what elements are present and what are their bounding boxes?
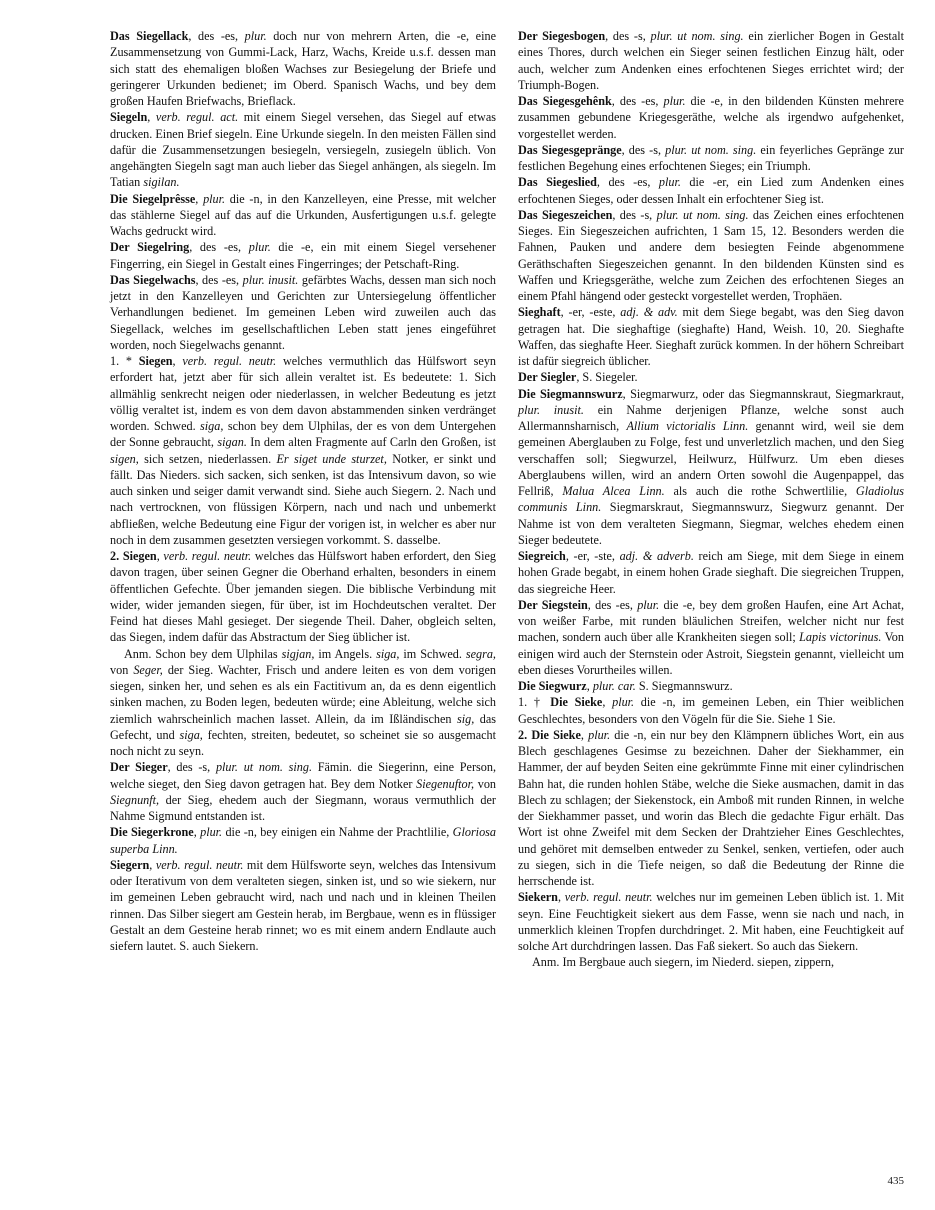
italic-term: siga, xyxy=(179,727,203,742)
entry-text: welches vermuthlich das Hülfswort seyn erfordert hat, jetzt aber für sich allein veraltet ist. Es bedeutete: 1. Sich allmählig senkrecht neigen oder niederlassen, in welcher Bedeutung es jetzt völlig veraltet ist, indem es von dem davon abstammenden sinken verdränget worden. Schwed. xyxy=(110,354,497,433)
entry-text: Siegmarskraut, Siegmannswurz, Siegwurz genannt. Der Nahme ist von dem veralteten Siegmann, Siegmar, welches ehedem einen Sieger bedeutete. xyxy=(518,500,904,547)
entry-headword: Die Siegmannswurz xyxy=(518,386,623,401)
entry-text: von xyxy=(474,776,497,791)
italic-term: plur. ut nom. sing. xyxy=(215,760,313,775)
italic-term: Siegnunft, xyxy=(110,792,160,807)
entry-headword: Der Sieger xyxy=(110,760,168,775)
dictionary-entry xyxy=(518,889,904,954)
italic-term: verb. regul. neutr. xyxy=(163,549,252,563)
italic-term: verb. regul. neutr. xyxy=(155,857,244,872)
italic-term: plur. car. xyxy=(592,679,636,693)
entry-text: , des -es, xyxy=(195,272,243,287)
entry-text: die -n, in den Kanzelleyen, eine Presse, mit welcher das stählerne Siegel auf das auf die Urkunden, Ausfertigungen u.s.f. gelegte Wachs gedruckt wird. xyxy=(110,191,497,238)
entry-headword: Siegen xyxy=(138,354,173,368)
entry-text: als auch die rothe Schwertlilie, xyxy=(664,484,856,498)
entry-text: 1. † xyxy=(518,695,551,710)
entry-headword: Die Siegelprêsse xyxy=(110,191,196,206)
entry-text: im Angels. xyxy=(314,646,377,661)
italic-term: plur. xyxy=(663,94,686,108)
dictionary-entry xyxy=(110,353,496,548)
entry-text: , des -s, xyxy=(605,29,651,43)
right-column xyxy=(518,28,904,971)
italic-term: Er siget unde sturzet, xyxy=(276,451,387,466)
entry-text: schon bey dem Ulphilas, der es von dem Untergehen der Sonne gebraucht, xyxy=(110,419,497,450)
dictionary-entry xyxy=(110,28,496,109)
italic-term: plur. ut nom. sing. xyxy=(650,29,744,43)
dictionary-entry xyxy=(518,954,904,970)
entry-text: 1. * xyxy=(110,354,139,368)
italic-term: sigjan, xyxy=(281,646,315,661)
entry-text: mit einem Siegel versehen, das Siegel auf etwas drucken. Einen Brief siegeln. Eine Urkunde siegeln. In den meisten Fällen sind dafür die Zusammensetzungen besiegeln, versiegeln, zusiegeln üblich. Von angehängten Siegeln sagt man auch lieber das Siegel anhängen, als siegeln. Im Tatian xyxy=(110,110,496,190)
italic-term: plur. ut nom. sing. xyxy=(656,207,749,222)
entry-text: genannt wird, weil sie dem gemeinen Aberglauben zu Folge, fest und unverletzlich machen, und den Sieg verschaffen soll; Siegwurzel, Heilwurz, Hülfwurz. Um eben dieses Aberglaubens willen, wird an andern Orten sowohl die Augenpappel, das Fellriß, xyxy=(518,419,904,498)
entry-text: die -n, im gemeinen Leben, ein Thier weiblichen Geschlechtes, besonders von den Vögeln für die Sie. Siehe 1 Sie. xyxy=(518,695,905,726)
italic-term: plur. xyxy=(244,29,267,43)
italic-term: verb. regul. neutr. xyxy=(564,890,653,905)
entry-text: Notker, er sinkt und fällt. Das Nieders. sich sacken, sich senken, ist das Intensivum davon, so wie auch sinken und seiger damit verwandt sind. Siehe auch Siegern. 2. Nach und nach vertrocknen, von flüssigen Körpern, nach und nach und unbemerkt abfließen, welche Bedeutung eine Figur der vorigen ist, in welcher es aber nur noch in dem zusammen gesetzten versiegen vorkommt. S. dasselbe. xyxy=(110,451,496,547)
entry-text: , xyxy=(172,354,183,368)
entry-headword: Siegeln xyxy=(110,110,148,125)
entry-text: , xyxy=(557,890,565,905)
dictionary-entry xyxy=(518,304,904,369)
dictionary-entry xyxy=(518,28,904,93)
entry-headword: Siegreich xyxy=(518,549,566,563)
entry-text: , xyxy=(156,549,164,563)
entry-text: Anm. Schon bey dem Ulphilas xyxy=(124,646,282,661)
entry-text: ein Nahme derjenigen Pflanze, welche sonst auch Allermannsharnisch, xyxy=(518,402,904,433)
italic-term: segra, xyxy=(465,646,496,661)
entry-headword: Der Siegstein xyxy=(518,597,588,612)
italic-term: Allium victorialis Linn. xyxy=(626,419,749,433)
entry-text: die -er, ein Lied zum Andenken eines erfochtenen Sieges, oder dessen Inhalt ein erfochtener Sieg ist. xyxy=(518,175,904,206)
entry-text: , des -s, xyxy=(621,142,666,157)
entry-text: Anm. Im Bergbaue auch siegern, im Niederd. siepen, zippern, xyxy=(532,955,834,970)
entry-headword: Das Siegesgehênk xyxy=(518,94,612,108)
entry-text: , S. Siegeler. xyxy=(576,370,638,385)
dictionary-entry xyxy=(110,857,496,955)
entry-text: , des -es, xyxy=(189,240,249,255)
italic-term: plur. inusit. xyxy=(242,272,299,287)
entry-text: , Siegmarwurz, oder das Siegmannskraut, Siegmarkraut, xyxy=(622,386,904,401)
italic-term: Malua Alcea Linn. xyxy=(562,484,665,498)
entry-text: welches nur im gemeinen Leben üblich ist. 1. Mit seyn. Eine Feuchtigkeit siekert aus dem Fasse, wenn sie nach und nach, in unmerklich kleinen Tropfen durchdringet. 2. Mit haben, eine Feuchtigkeit auf solche Art durchdringen lassen. Das Faß siekert. So auch das Siekern. xyxy=(518,890,904,953)
italic-term: plur. inusit. xyxy=(518,402,584,417)
italic-term: Gloriosa superba Linn. xyxy=(110,825,496,856)
entry-text: , xyxy=(580,727,589,742)
entry-text: , xyxy=(602,695,613,710)
entry-headword: Siekern xyxy=(518,890,558,905)
italic-term: plur. xyxy=(658,175,681,190)
entry-text: , des -es, xyxy=(611,94,664,108)
italic-term: adj. & adverb. xyxy=(619,549,694,563)
entry-headword: Die Sieke xyxy=(550,695,603,710)
italic-term: Gladiolus communis Linn. xyxy=(518,484,904,515)
entry-text: mit dem Siege begabt, was den Sieg davon getragen hat. Die sieghaftige (sieghafte) Hand, Weish. 10, 20. Sieghafte Waffen, das sieghafte Heer. Sieghaft zurück kommen. In der höhern Schreibart ist dafür siegreich üblicher. xyxy=(518,305,904,368)
entry-headword: Das Siegeszeichen xyxy=(518,207,613,222)
italic-term: Lapis victorinus. xyxy=(799,630,882,645)
italic-term: sigen, xyxy=(110,451,139,466)
entry-text: mit dem Hülfsworte seyn, welches das Intensivum oder Iterativum von dem veralteten siegen, sinken ist, und so wie siekern, nur im gemeinen Leben gebraucht wird, nach und nach und in kleinen Theilen rinnen. Das Silber siegert am Gestein herab, im Bergbaue, wenn es in flüssiger Gestalt an dem Gesteine herab rinnet; wo es mit einem andern Endlaute auch siefern lautet. S. auch Siekern. xyxy=(110,857,496,953)
entry-headword: Der Siegesbogen xyxy=(518,29,606,43)
entry-text: , xyxy=(147,110,156,125)
italic-term: verb. regul. neutr. xyxy=(182,354,277,368)
entry-headword: Die Siegwurz xyxy=(518,679,587,693)
entry-text: reich am Siege, mit dem Siege in einem hohen Grade begabt, in einem hohen Grade sieghaft. Die siegreichen Truppen, das siegreiche Heer. xyxy=(518,549,904,596)
entry-text: , des -s, xyxy=(612,207,657,222)
entry-text: , xyxy=(149,857,156,872)
entry-text: sich setzen, niederlassen. xyxy=(138,451,277,466)
entry-text: Von einigen wird auch der Sternstein oder Astroit, Siegstein genannt, vielleicht um eben dieses Vorurtheiles willen. xyxy=(518,630,904,677)
entry-text: die -e, bey dem großen Haufen, eine Art Achat, von weißer Farbe, mit runden bläulichen Streifen, welcher nicht nur fest machen, sondern auch über alle Krankheiten siegen soll; xyxy=(518,597,904,645)
entry-text: die -n, bey einigen ein Nahme der Prachtlilie, xyxy=(222,825,453,840)
italic-term: plur. xyxy=(203,191,226,206)
italic-term: plur. xyxy=(200,825,223,840)
entry-text: die -e, ein mit einem Siegel versehener Fingerring, ein Siegel in Gestalt eines Fingerringes; der Petschaft-Ring. xyxy=(110,240,496,271)
entry-text: ein feyerliches Gepränge zur festlichen Begehung eines erfochtenen Sieges; ein Triumph. xyxy=(518,142,904,173)
entry-text: , des -es, xyxy=(188,29,245,43)
dictionary-entry xyxy=(110,191,496,240)
entry-text: , des -s, xyxy=(167,760,216,775)
entry-headword: Die Siegerkrone xyxy=(110,825,194,840)
dictionary-entry xyxy=(518,548,904,597)
entry-text: gefärbtes Wachs, dessen man sich noch jetzt in den Kanzelleyen und Gerichten zur Untersiegelung öffentlicher Verhandlungen bedienet. Im gemeinen Leben wird zuweilen auch das Siegellack, welches im gesellschaftlichen Leben statt jenes eingeführet worden, noch Siegelwachs genannt. xyxy=(110,272,496,352)
italic-term: siga, xyxy=(376,646,400,661)
page-number: 435 xyxy=(887,1175,904,1187)
entry-text: doch nur von mehrern Arten, die -e, eine Zusammensetzung von Gummi-Lack, Harz, Wachs, Kreide u.s.f. dessen man sich statt des ehemaligen bloßen Wachses zur Besiegelung der Briefe und geringerer Urkunden bedienet; im Oberd. Spanisch Wachs, und bey dem großen Haufen Briefwachs, Brieflack. xyxy=(110,29,496,108)
italic-term: verb. regul. act. xyxy=(155,110,239,125)
entry-headword: Das Siegesgepränge xyxy=(518,142,622,157)
italic-term: Seger, xyxy=(133,662,163,677)
entry-headword: Der Siegelring xyxy=(110,240,190,255)
dictionary-entry xyxy=(518,597,904,678)
entry-text: , -er, -este, xyxy=(560,305,621,320)
dictionary-entry xyxy=(110,759,496,824)
dictionary-entry xyxy=(110,824,496,857)
dictionary-entry xyxy=(110,548,496,646)
entry-text: der Sieg. Wachter, Frisch und andere leiten es von dem vorigen siegen, sinken her, und sehen es als ein Factitivum an, da es denn eigentlich sinken machen, zu Boden legen, bedeuten würde; eine Ableitung, welche sich ziemlich wahrscheinlich machen lasset. Allein, da im Ißländischen xyxy=(110,662,497,726)
entry-headword: Das Siegellack xyxy=(110,29,189,43)
dictionary-entry xyxy=(110,272,496,353)
italic-term: sig, xyxy=(457,711,475,726)
italic-term: plur. xyxy=(637,597,660,612)
italic-term: adj. & adv. xyxy=(620,305,678,320)
entry-text: welches das Hülfswort haben erfordert, den Sieg davon tragen, über seinen Gegner die Oberhand erhalten, besonders in einem öffentlichen Gefechte. Über jemanden siegen. Die biblische Verbindung mit wider, wider jemanden siegen, für über, ist im Hochdeutschen veraltet. Der Feind hat dieses Mahl gesieget. Der siegende Theil. Daher, obgleich selten, das Siegen, indem dafür das Abstractum der Sieg üblicher ist. xyxy=(110,549,496,645)
entry-text: von xyxy=(110,662,134,677)
entry-headword: 2. Die Sieke xyxy=(518,727,581,742)
italic-term: Siegenuftor, xyxy=(416,776,475,791)
entry-text: In dem alten Fragmente auf Carln den Großen, ist xyxy=(246,435,496,450)
entry-headword: Das Siegeslied xyxy=(518,175,597,190)
entry-text: , xyxy=(193,825,201,840)
entry-headword: Sieghaft xyxy=(518,305,561,320)
dictionary-entry xyxy=(110,646,496,760)
entry-text: das Gefecht, und xyxy=(110,711,496,742)
entry-text: , des -es, xyxy=(596,175,659,190)
left-column xyxy=(110,28,496,954)
entry-headword: Siegern xyxy=(110,857,150,872)
entry-text: im Schwed. xyxy=(399,646,466,661)
entry-text: die -n, ein nur bey den Klämpnern übliches Wort, ein aus Blech geschlagenes Gesimse zu bezeichnen. Daher der Siekhammer, ein Hammer, der auf beyden Seiten eine gekrümmte Finne mit einer cylindrischen Bahn hat, die runden hohlen Stäbe, welche die Sieke ausmachen, damit in das Blech zu schlagen; der Siekenstock, ein Amboß mit runden Rinnen, in welche der Siekhammer passet, und worin das Blech die gedachte Figur erhält. Das Wort ist ohne Zweifel mit dem Secken der Drahtzieher Eines Geschlechtes, und gehöret mit demselben entweder zu Senkel, senken, vertiefen, oder auch zu siegen, sich in die Tiefe neigen, so daß die Bedeutung der Rinne die herrschende ist. xyxy=(518,727,905,888)
entry-headword: 2. Siegen xyxy=(110,549,157,563)
italic-term: plur. xyxy=(612,695,635,710)
dictionary-entry xyxy=(518,369,904,385)
entry-text: der Sieg, ehedem auch der Siegmann, woraus vermuthlich der Nahme Sigmund entstanden ist. xyxy=(110,792,496,823)
dictionary-entry xyxy=(518,694,904,727)
entry-text: , xyxy=(195,191,204,206)
entry-text: , des -es, xyxy=(587,597,638,612)
entry-text: S. Siegmannswurz. xyxy=(635,679,733,693)
dictionary-entry xyxy=(518,386,904,549)
italic-term: plur. ut nom. sing. xyxy=(665,142,757,157)
entry-text: , -er, -ste, xyxy=(565,549,620,563)
dictionary-entry xyxy=(518,142,904,175)
italic-term: siga, xyxy=(200,419,224,433)
entry-text: Fämin. die Siegerinn, eine Person, welche sieget, den Sieg davon getragen hat. Bey dem Notker xyxy=(110,760,496,791)
italic-term: plur. xyxy=(248,240,271,255)
dictionary-entry xyxy=(518,174,904,207)
entry-headword: Der Siegler xyxy=(518,370,577,385)
italic-term: plur. xyxy=(588,727,611,742)
entry-text: das Zeichen eines erfochtenen Sieges. Ein Siegeszeichen aufrichten, 1 Sam 15, 12. Besonders werden die Fahnen, Pauken und andere dem besiegten Feinde abgenommene Geräthschaften Siegeszeichen genannt. In den bildenden Künsten sind es Waffen und Kriegsgeräthe, welche zum Zeichen des erfochtenen Sieges an einem Pfahl hängend oder gesteckt vorgestellet werden, Trophäen. xyxy=(518,207,904,303)
dictionary-entry xyxy=(518,207,904,305)
entry-text: fechten, streiten, bedeutet, so scheinet sie so ausgemacht noch nicht zu seyn. xyxy=(110,727,496,758)
dictionary-entry xyxy=(110,109,496,190)
entry-text: , xyxy=(586,679,593,693)
dictionary-entry xyxy=(518,93,904,142)
entry-text: ein zierlicher Bogen in Gestalt eines Thores, durch welchen ein Sieger seinen festlichen Einzug hält, oder auch, welcher zum Andenken eines erfochtenen Sieges errichtet wird; der Triumph-Bogen. xyxy=(518,29,905,92)
italic-term: sigan. xyxy=(217,435,247,450)
entry-headword: Das Siegelwachs xyxy=(110,272,196,287)
entry-text: die -e, in den bildenden Künsten mehrere zusammen gebundene Kriegesgeräthe, welche als irgendwo aufgehenket, vorgestellet werden. xyxy=(518,94,904,141)
dictionary-entry xyxy=(518,727,904,890)
italic-term: sigilan. xyxy=(143,175,180,190)
dictionary-entry xyxy=(518,678,904,694)
dictionary-entry xyxy=(110,239,496,272)
